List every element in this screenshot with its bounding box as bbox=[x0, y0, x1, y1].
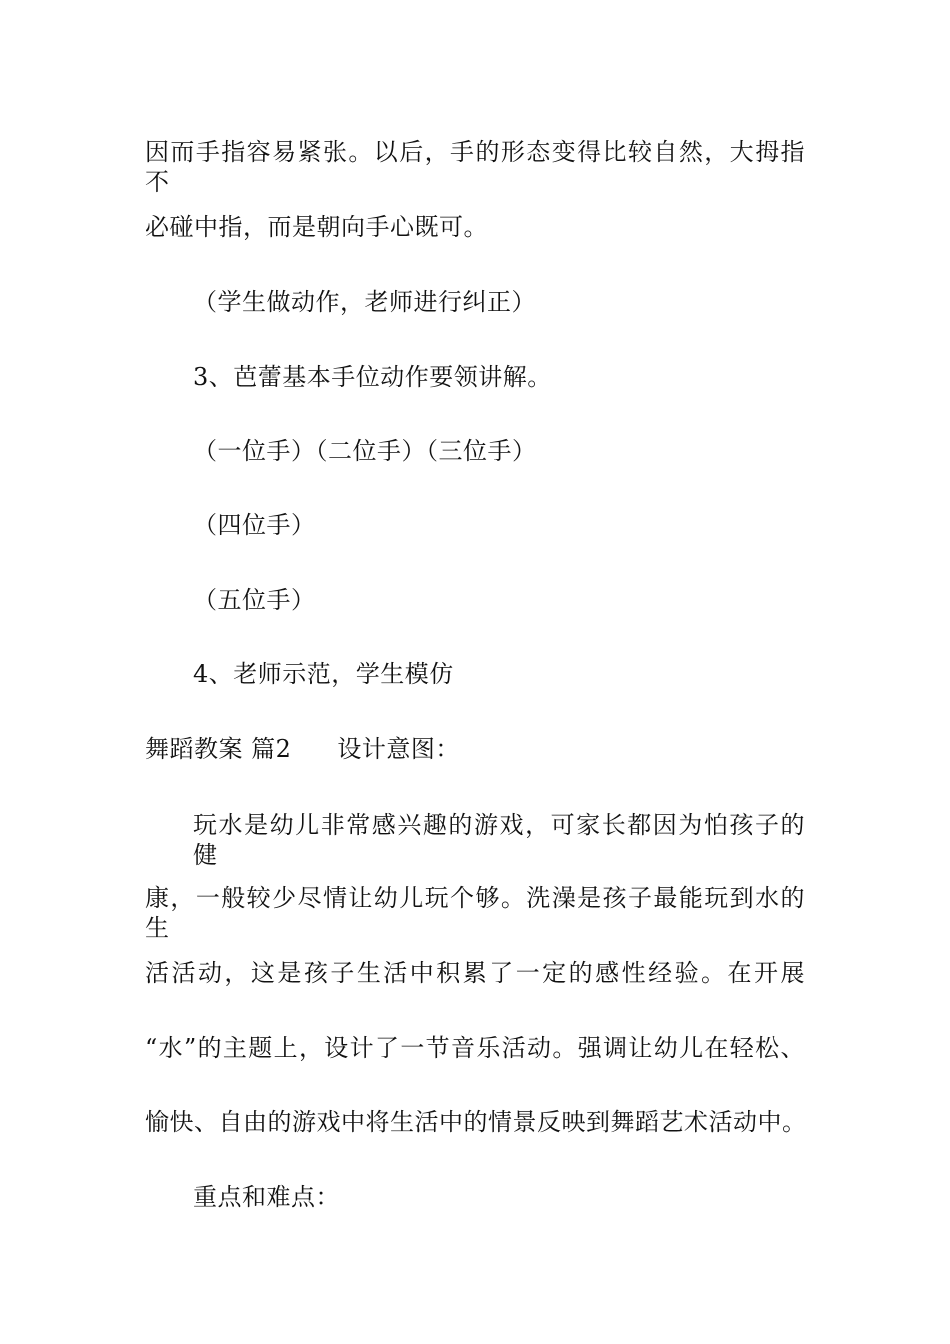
text-line: （学生做动作，老师进行纠正） bbox=[193, 288, 536, 316]
hand-positions-line: （一位手）（二位手）（三位手） bbox=[193, 437, 537, 465]
paragraph-line: 活活动，这是孩子生活中积累了一定的感性经验。在开展 bbox=[145, 959, 805, 987]
text-line: 因而手指容易紧张。以后，手的形态变得比较自然，大拇指不 bbox=[145, 138, 805, 196]
section-heading bbox=[145, 734, 815, 764]
paragraph-line: 愉快、自由的游戏中将生活中的情景反映到舞蹈艺术活动中。 bbox=[145, 1108, 807, 1136]
list-item: 4、老师示范，学生模仿 bbox=[193, 660, 454, 688]
paragraph-line: 康，一般较少尽情让幼儿玩个够。洗澡是孩子最能玩到水的生 bbox=[145, 884, 805, 942]
text-line: 必碰中指，而是朝向手心既可。 bbox=[145, 213, 488, 241]
hand-position: （五位手） bbox=[193, 586, 316, 614]
list-item: 3、芭蕾基本手位动作要领讲解。 bbox=[193, 363, 552, 391]
paragraph-line: 玩水是幼儿非常感兴趣的游戏，可家长都因为怕孩子的健 bbox=[193, 811, 805, 869]
section-title: 舞蹈教案 篇2 bbox=[145, 735, 292, 763]
key-points-heading: 重点和难点： bbox=[193, 1183, 340, 1211]
section-subtitle: 设计意图： bbox=[337, 735, 460, 763]
paragraph-line: “水”的主题上，设计了一节音乐活动。强调让幼儿在轻松、 bbox=[145, 1034, 805, 1062]
hand-position: （四位手） bbox=[193, 511, 316, 539]
